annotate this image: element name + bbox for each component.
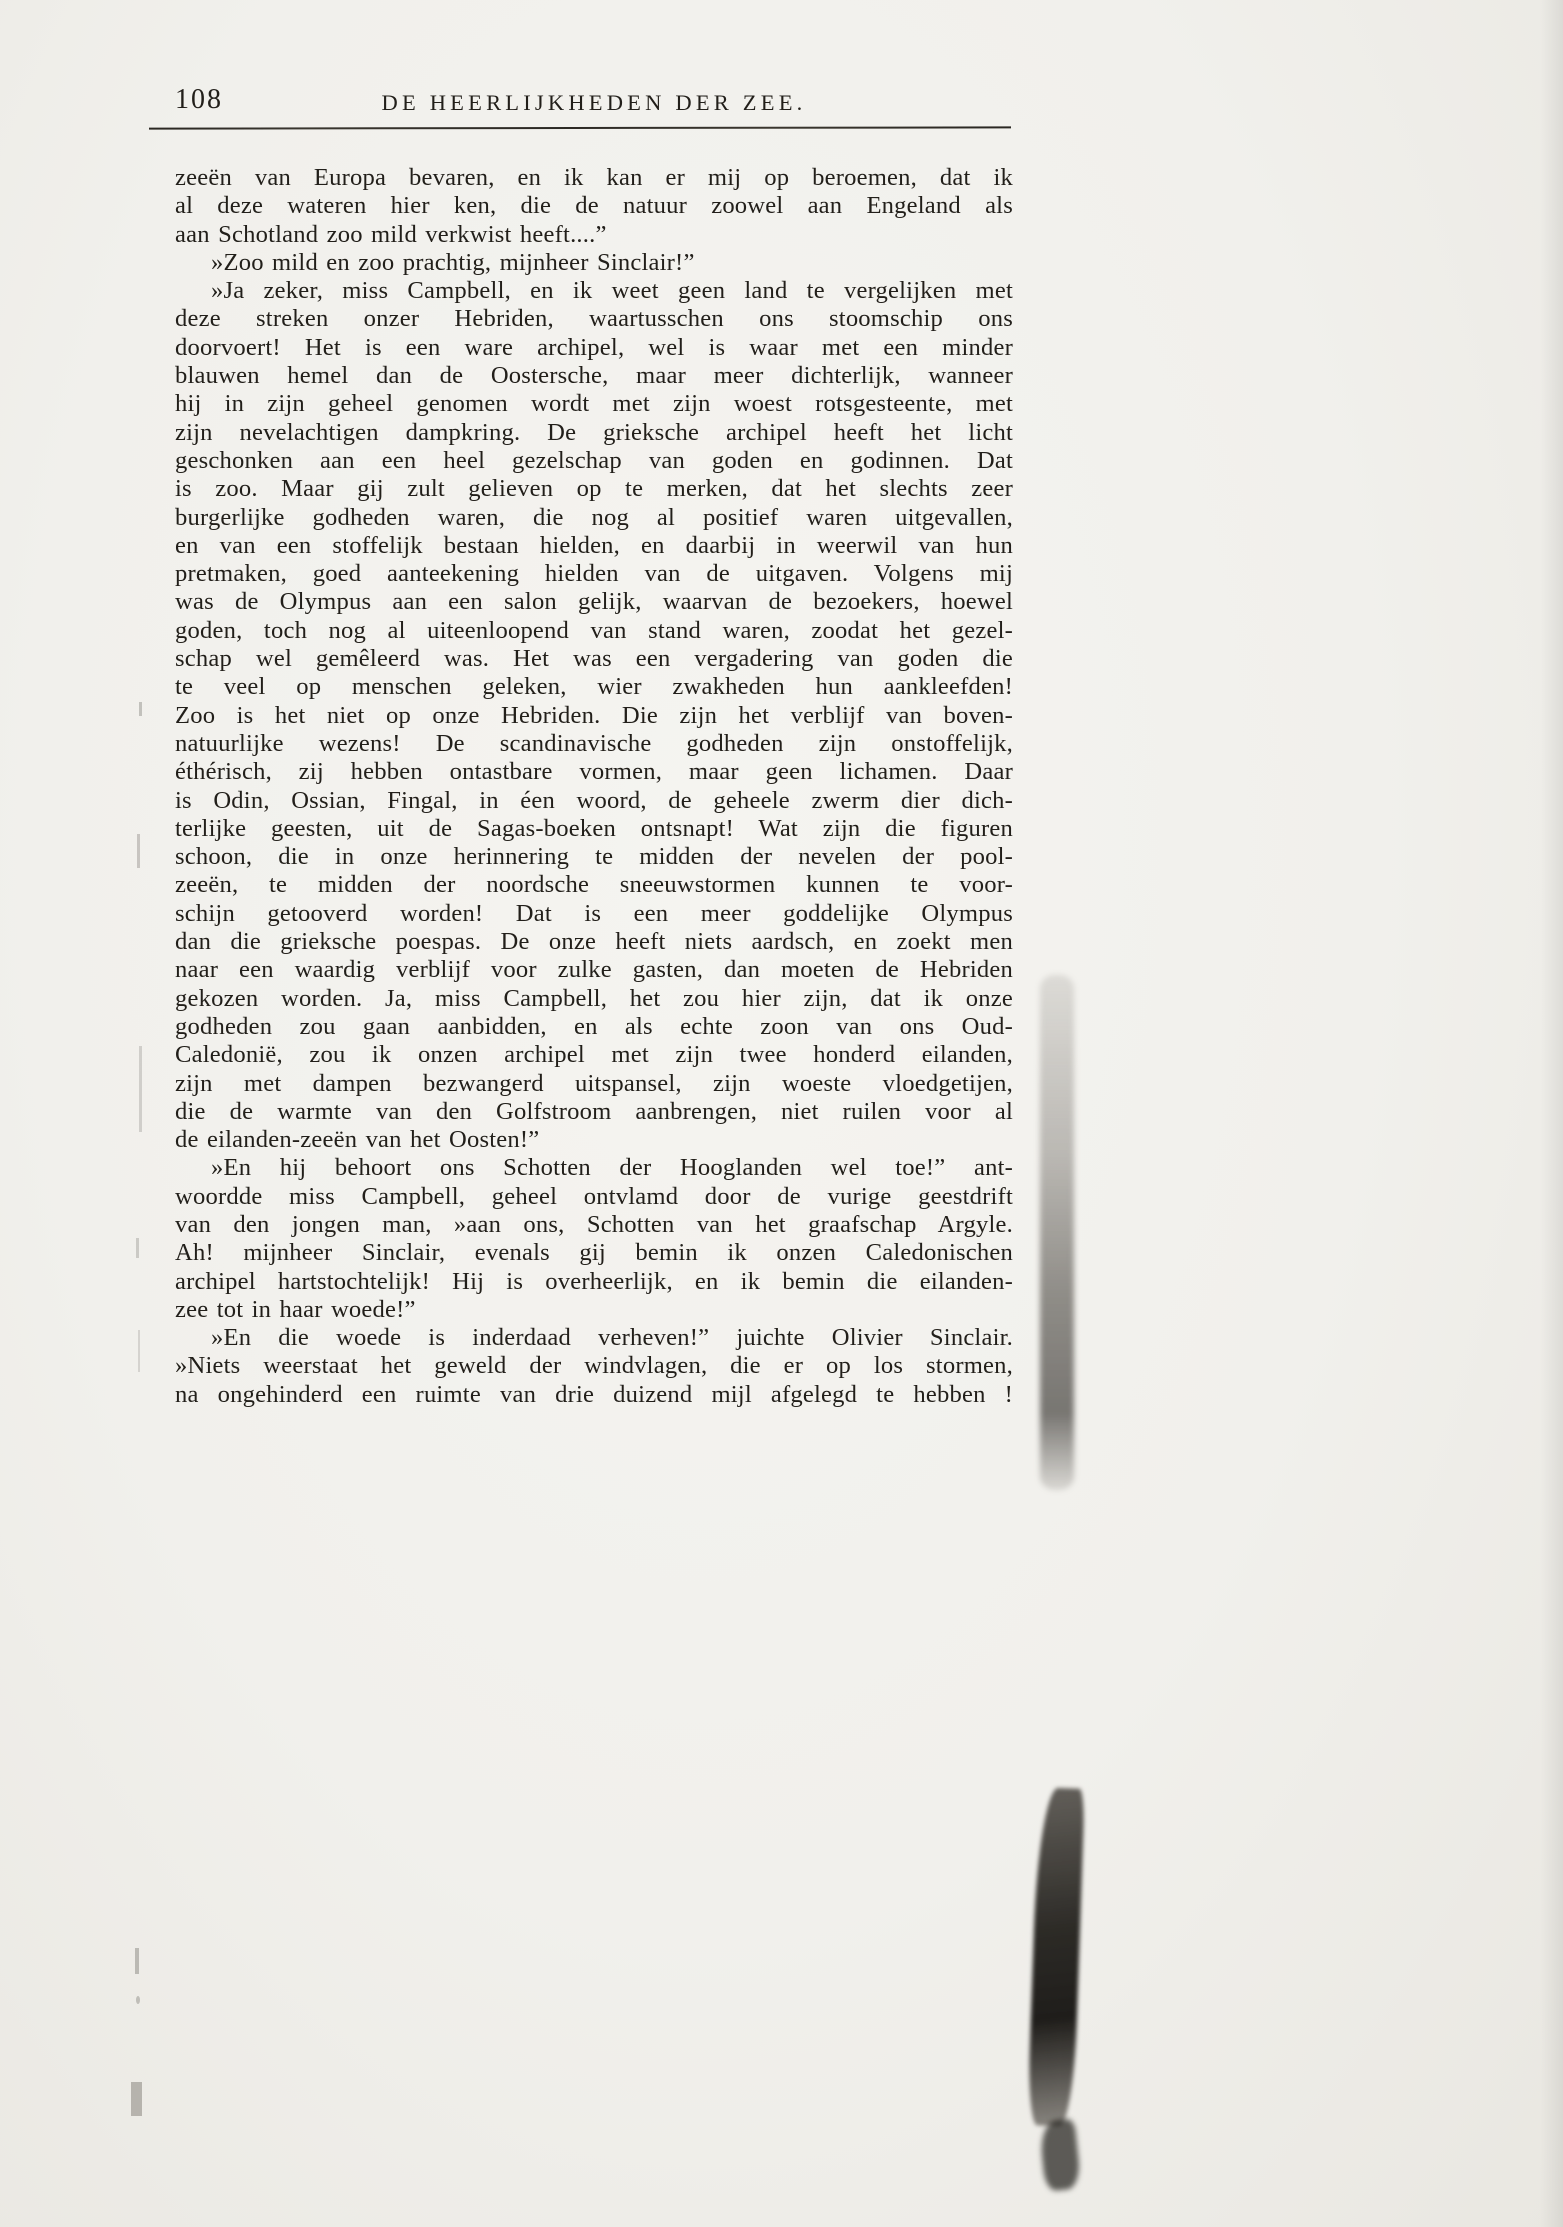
text-line: zijn met dampen bezwangerd uitspansel, zijn woeste vloedgetijen, xyxy=(175,1069,1013,1097)
text-line: woordde miss Campbell, geheel ontvlamd door de vurige geestdrift xyxy=(175,1182,1013,1210)
text-line: schap wel gemêleerd was. Het was een vergadering van goden die xyxy=(175,645,1013,673)
text-line: naar een waardig verblijf voor zulke gasten, dan moeten de Hebriden xyxy=(175,956,1013,984)
text-line: is Odin, Ossian, Fingal, in éen woord, de geheele zwerm dier dich- xyxy=(175,786,1013,814)
text-line: schijn getooverd worden! Dat is een meer goddelijke Olympus xyxy=(175,899,1013,927)
text-line: zeeën van Europa bevaren, en ik kan er mij op beroemen, dat ik xyxy=(175,164,1013,191)
text-line: Caledonië, zou ik onzen archipel met zijn twee honderd eilanden, xyxy=(175,1041,1013,1069)
scan-mark-left xyxy=(139,702,142,716)
scan-mark-left xyxy=(131,2082,142,2116)
scan-mark-left xyxy=(138,1330,140,1372)
text-line: en van een stoffelijk bestaan hielden, en daarbij in weerwil van hun xyxy=(175,531,1013,559)
scan-smudge-right xyxy=(1040,975,1074,1490)
text-line: pretmaken, goed aanteekening hielden van de uitgaven. Volgens mij xyxy=(175,560,1013,588)
text-line: zee tot in haar woede!” xyxy=(175,1295,416,1323)
text-line: éthérisch, zij hebben ontastbare vormen, maar geen lichamen. Daar xyxy=(175,758,1013,786)
scan-mark-left xyxy=(136,1238,139,1258)
text-line: doorvoert! Het is een ware archipel, wel is waar met een minder xyxy=(175,333,1013,361)
text-line: de eilanden-zeeën van het Oosten!” xyxy=(175,1126,540,1154)
text-line: blauwen hemel dan de Oostersche, maar meer dichterlijk, wanneer xyxy=(175,362,1013,390)
scan-mark-left xyxy=(139,1046,142,1132)
text-line: is zoo. Maar gij zult gelieven op te merken, dat het slechts zeer xyxy=(175,475,1013,503)
text-line: die de warmte van den Golfstroom aanbrengen, niet ruilen voor al xyxy=(175,1097,1013,1125)
text-line: terlijke geesten, uit de Sagas-boeken ontsnapt! Wat zijn die figuren xyxy=(175,814,1013,842)
text-line: aan Schotland zoo mild verkwist heeft....” xyxy=(175,220,607,248)
text-line: zeeën, te midden der noordsche sneeuwstormen kunnen te voor- xyxy=(175,871,1013,899)
text-line: dan die grieksche poespas. De onze heeft niets aardsch, en zoekt men xyxy=(175,928,1013,956)
text-line: van den jongen man, »aan ons, Schotten van het graafschap Argyle. xyxy=(175,1210,1013,1238)
text-line: gekozen worden. Ja, miss Campbell, het zou hier zijn, dat ik onze xyxy=(175,984,1013,1012)
text-line: hij in zijn geheel genomen wordt met zijn woest rotsgesteente, met xyxy=(175,390,1013,418)
text-line: deze streken onzer Hebriden, waartusschen ons stoomschip ons xyxy=(175,305,1013,333)
scan-mark-left xyxy=(135,1948,139,1974)
scan-corner-bottom-right xyxy=(1038,2118,1081,2191)
text-line: zijn nevelachtigen dampkring. De grieksche archipel heeft het licht xyxy=(175,418,1013,446)
text-line: »Ja zeker, miss Campbell, en ik weet geen land te vergelijken met xyxy=(211,277,1013,305)
text-line: godheden zou gaan aanbidden, en als echte zoon van ons Oud- xyxy=(175,1012,1013,1040)
text-line: »Zoo mild en zoo prachtig, mijnheer Sinclair!” xyxy=(211,248,695,276)
text-line: archipel hartstochtelijk! Hij is overheerlijk, en ik bemin die eilanden- xyxy=(175,1267,1013,1295)
scan-mark-left xyxy=(136,1996,140,2004)
text-line: burgerlijke godheden waren, die nog al positief waren uitgevallen, xyxy=(175,503,1013,531)
text-line: te veel op menschen geleken, wier zwakheden hun aankleefden! xyxy=(175,673,1013,701)
text-line: geschonken aan een heel gezelschap van goden en godinnen. Dat xyxy=(175,446,1013,474)
scan-mark-left xyxy=(137,834,140,868)
header-rule xyxy=(149,126,1011,129)
scan-edge-shadow xyxy=(1540,0,1563,2227)
page-number: 108 xyxy=(175,84,223,115)
scan-blob-bottom-right xyxy=(1027,1787,1085,2126)
text-line: Zoo is het niet op onze Hebriden. Die zijn het verblijf van boven- xyxy=(175,701,1013,729)
text-block xyxy=(175,164,1013,1409)
text-line: was de Olympus aan een salon gelijk, waarvan de bezoekers, hoewel xyxy=(175,588,1013,616)
running-header: DE HEERLIJKHEDEN DER ZEE. xyxy=(381,90,807,115)
text-line: schoon, die in onze herinnering te midden der nevelen der pool- xyxy=(175,843,1013,871)
text-line: goden, toch nog al uiteenloopend van stand waren, zoodat het gezel- xyxy=(175,616,1013,644)
text-line: Ah! mijnheer Sinclair, evenals gij bemin ik onzen Caledonischen xyxy=(175,1239,1013,1267)
text-line: al deze wateren hier ken, die de natuur zoowel aan Engeland als xyxy=(175,192,1013,220)
text-line: na ongehinderd een ruimte van drie duizend mijl afgelegd te hebben ! xyxy=(175,1380,1013,1408)
text-line: »En hij behoort ons Schotten der Hooglanden wel toe!” ant- xyxy=(211,1154,1013,1182)
text-line: »En die woede is inderdaad verheven!” juichte Olivier Sinclair. xyxy=(211,1324,1013,1352)
text-line: natuurlijke wezens! De scandinavische godheden zijn onstoffelijk, xyxy=(175,729,1013,757)
text-line: »Niets weerstaat het geweld der windvlagen, die er op los stormen, xyxy=(175,1352,1013,1380)
